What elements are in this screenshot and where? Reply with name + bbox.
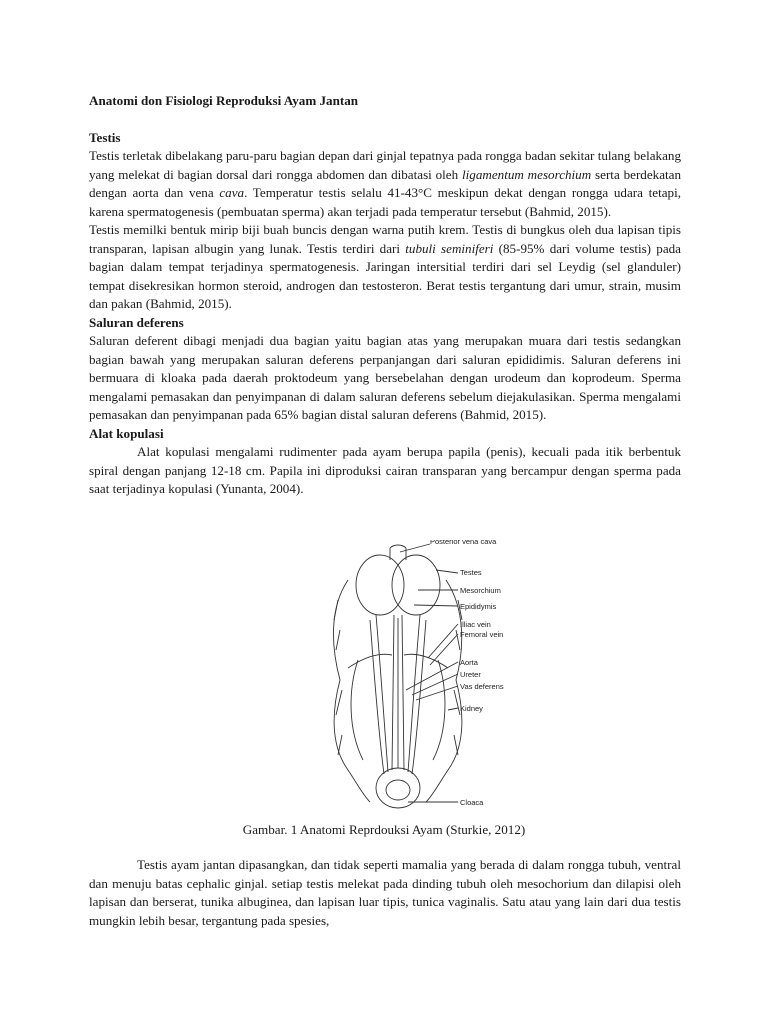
label-femoral-vein: Femoral vein bbox=[460, 630, 504, 639]
document-title: Anatomi don Fisiologi Reproduksi Ayam Jantan bbox=[89, 93, 359, 108]
testis-right-shape bbox=[392, 555, 440, 615]
document-body bbox=[89, 92, 681, 499]
paragraph-alat-kopulasi: Alat kopulasi mengalami rudimenter pada ayam berupa papila (penis), kecuali pada itik berbentuk spiral dengan panjang 12-18 cm. Papila ini diproduksi cairan transparan yang bercampur dengan sperma pada saat terjadinya kopulasi (Yunanta, 2004). bbox=[89, 444, 681, 496]
paragraph-saluran-deferens: Saluran deferent dibagi menjadi dua bagian yaitu bagian atas yang merupakan muara dari testis sedangkan bagian bawah yang merupakan saluran deferens perpanjangan dari saluran epididimis. Saluran deferens ini bermuara di kloaka pada daerah proktodeum yang bersebelahan dengan urodeum dan koprodeum. Sperma mengalami pemasakan dan penyimpanan di dalam saluran deferens sebelum diejakulasikan. Sperma mengalami pemasakan dan penyimpanan pada 65% bagian distal saluran deferens (Bahmid, 2015). bbox=[89, 333, 681, 422]
document-continuation bbox=[89, 856, 681, 930]
label-epididymis: Epididymis bbox=[460, 602, 497, 611]
label-posterior-vena-cava: Posterior vena cava bbox=[430, 540, 497, 546]
testis-left-shape bbox=[356, 555, 404, 615]
heading-alat-kopulasi: Alat kopulasi bbox=[89, 425, 164, 441]
label-iliac-vein: Illiac vein bbox=[460, 620, 491, 629]
paragraph-testis-1: Testis terletak dibelakang paru-paru bagian depan dari ginjal tepatnya pada rongga badan sekitar tulang belakang yang melekat di bagian dorsal dari rongga abdomen dan dibatasi oleh ligamentum mesorchium serta berdekatan dengan aorta dan vena cava. Temperatur testis selalu 41-43°C meskipun dekat dengan rongga udara tetapi, karena spermatogenesis (pembuatan sperma) akan terjadi pada temperatur tersebut (Bahmid, 2015). bbox=[89, 148, 682, 219]
label-ureter: Ureter bbox=[460, 670, 481, 679]
label-vas-deferens: Vas deferens bbox=[460, 682, 504, 691]
label-kidney: Kidney bbox=[460, 704, 483, 713]
label-aorta: Aorta bbox=[460, 658, 478, 667]
label-cloaca: Cloaca bbox=[460, 798, 484, 807]
heading-testis: Testis bbox=[89, 129, 121, 145]
paragraph-testis-ayam-jantan: Testis ayam jantan dipasangkan, dan tidak seperti mamalia yang berada di dalam rongga tubuh, ventral dan menuju batas cephalic ginjal. setiap testis melekat pada dinding tubuh oleh mesochorium dan dilapisi oleh lapisan dan berserat, tunika albuginea, dan lapisan luar tipis, tunica vaginalis. Satu atau yang lain dari dua testis mungkin lebih besar, tergantung pada spesies, bbox=[89, 857, 681, 928]
anatomy-figure bbox=[318, 540, 536, 818]
heading-saluran-deferens: Saluran deferens bbox=[89, 314, 184, 330]
label-mesorchium: Mesorchium bbox=[460, 586, 501, 595]
figure-caption: Gambar. 1 Anatomi Reprdouksi Ayam (Sturkie, 2012) bbox=[242, 822, 526, 837]
label-testes: Testes bbox=[460, 568, 482, 577]
paragraph-testis-2: Testis memilki bentuk mirip biji buah buncis dengan warna putih krem. Testis di bungkus oleh dua lapisan tipis transparan, lapisan albugin yang lunak. Testis terdiri dari tubuli seminiferi (85-95% dari volume testis) pada bagian dalam tempat terjadinya spermatogenesis. Jaringan intersitial terdiri dari sel Leydig (sel glanduler) tempat disekresikan hormon steroid, androgen dan testosteron. Berat testis tergantung dari umur, strain, musim dan pakan (Bahmid, 2015). bbox=[89, 222, 681, 311]
